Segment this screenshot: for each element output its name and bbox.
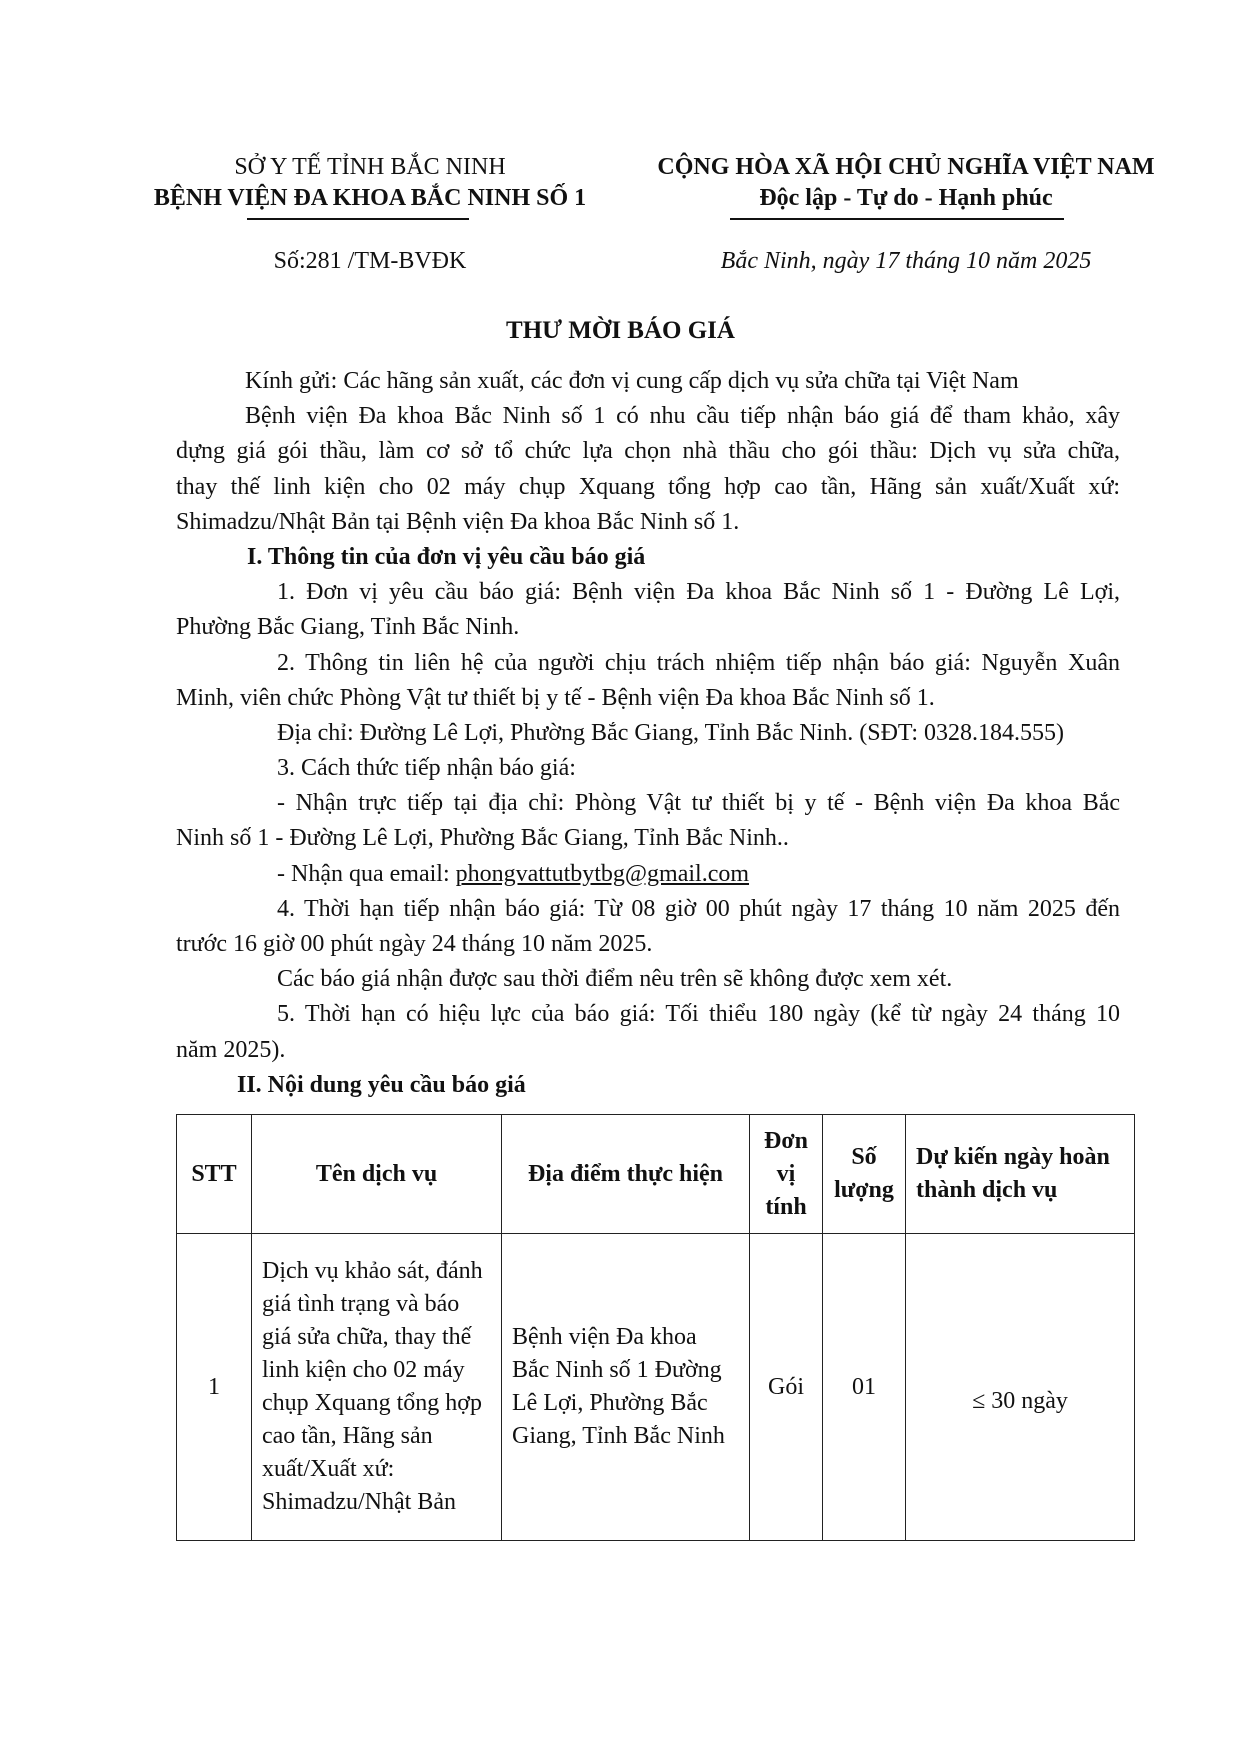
body-line [176, 857, 1120, 892]
body-line [176, 399, 1120, 434]
col-service-name: Tên dịch vụ [252, 1115, 502, 1234]
cell-stt: 1 [177, 1234, 252, 1541]
line-text: Phường Bắc Giang, Tỉnh Bắc Ninh. [176, 614, 520, 641]
letter-body [176, 364, 1120, 1103]
header-right-rule [730, 218, 1064, 220]
body-line [176, 786, 1120, 821]
line-text: Bệnh viện Đa khoa Bắc Ninh số 1 có nhu cầu tiếp nhận báo giá để tham khảo, xây [245, 403, 1120, 430]
body-line [176, 434, 1120, 469]
line-text: Địa chỉ: Đường Lê Lợi, Phường Bắc Giang, Tỉnh Bắc Ninh. (SĐT: 0328.184.555) [277, 719, 1065, 746]
hospital-name: BỆNH VIỆN ĐA KHOA BẮC NINH SỐ 1 [153, 185, 587, 211]
cell-service-name: Dịch vụ khảo sát, đánh giá tình trạng và báo giá sửa chữa, thay thế linh kiện cho 02 máy chụp Xquang tổng hợp cao tần, Hãng sản xuất/Xuất xứ: Shimadzu/Nhật Bản [252, 1234, 502, 1541]
line-text: Shimadzu/Nhật Bản tại Bệnh viện Đa khoa Bắc Ninh số 1. [176, 508, 740, 535]
body-line [176, 821, 1120, 856]
line-text: trước 16 giờ 00 phút ngày 24 tháng 10 năm 2025. [176, 931, 653, 957]
document-number: Số:281 /TM-BVĐK [273, 248, 467, 274]
col-stt: STT [177, 1115, 252, 1234]
body-line [176, 892, 1120, 927]
section-heading [176, 1068, 1120, 1103]
body-line [176, 997, 1120, 1032]
line-text: Kính gửi: Các hãng sản xuất, các đơn vị cung cấp dịch vụ sửa chữa tại Việt Nam [245, 368, 1019, 394]
line-text: 5. Thời hạn có hiệu lực của báo giá: Tối thiểu 180 ngày (kể từ ngày 24 tháng 10 [277, 1001, 1120, 1028]
body-line [176, 681, 1120, 716]
cell-quantity: 01 [823, 1234, 906, 1541]
col-unit: Đơn vị tính [750, 1115, 823, 1234]
cell-unit: Gói [750, 1234, 823, 1541]
body-line [176, 364, 1120, 399]
line-text: 3. Cách thức tiếp nhận báo giá: [277, 755, 576, 782]
body-line [176, 505, 1120, 540]
line-text: - Nhận trực tiếp tại địa chỉ: Phòng Vật tư thiết bị y tế - Bệnh viện Đa khoa Bắc [277, 790, 1120, 817]
body-line [176, 716, 1120, 751]
service-table [176, 1114, 1135, 1541]
body-line [176, 575, 1120, 610]
line-text: 4. Thời hạn tiếp nhận báo giá: Từ 08 giờ 00 phút ngày 17 tháng 10 năm 2025 đến [277, 895, 1120, 922]
body-line [176, 962, 1120, 997]
line-text: 2. Thông tin liên hệ của người chịu trách nhiệm tiếp nhận báo giá: Nguyễn Xuân [277, 649, 1120, 676]
body-line [176, 646, 1120, 681]
cell-location: Bệnh viện Đa khoa Bắc Ninh số 1 Đường Lê Lợi, Phường Bắc Giang, Tỉnh Bắc Ninh [502, 1234, 750, 1541]
line-text: thay thế linh kiện cho 02 máy chụp Xquang tổng hợp cao tần, Hãng sản xuất/Xuất xứ: [176, 473, 1120, 500]
email-link[interactable]: phongvattutbytbg@gmail.com [455, 860, 750, 887]
body-line [176, 1033, 1120, 1068]
col-completion: Dự kiến ngày hoàn thành dịch vụ [906, 1115, 1135, 1234]
line-text: Minh, viên chức Phòng Vật tư thiết bị y tế - Bệnh viện Đa khoa Bắc Ninh số 1. [176, 684, 935, 711]
body-line [176, 610, 1120, 645]
department-name: SỞ Y TẾ TỈNH BẮC NINH [234, 154, 506, 180]
col-quantity: Số lượng [823, 1115, 906, 1234]
col-location: Địa điểm thực hiện [502, 1115, 750, 1234]
body-line [176, 470, 1120, 505]
table-row [177, 1234, 1135, 1541]
line-text: dựng giá gói thầu, làm cơ sở tổ chức lựa chọn nhà thầu cho gói thầu: Dịch vụ sửa chữa, [176, 438, 1120, 465]
line-text: 1. Đơn vị yêu cầu báo giá: Bệnh viện Đa khoa Bắc Ninh số 1 - Đường Lê Lợi, [277, 579, 1120, 606]
cell-completion: ≤ 30 ngày [906, 1234, 1135, 1541]
national-title: CỘNG HÒA XÃ HỘI CHỦ NGHĨA VIỆT NAM [657, 154, 1155, 180]
line-text: Ninh số 1 - Đường Lê Lợi, Phường Bắc Giang, Tỉnh Bắc Ninh.. [176, 825, 789, 852]
body-line [176, 751, 1120, 786]
line-text: I. Thông tin của đơn vị yêu cầu báo giá [247, 543, 646, 570]
section-heading [176, 540, 1120, 575]
body-line [176, 927, 1120, 962]
line-text: II. Nội dung yêu cầu báo giá [237, 1071, 526, 1098]
table-header-row [177, 1115, 1135, 1234]
document-title: THƯ MỜI BÁO GIÁ [506, 317, 735, 344]
line-text: Các báo giá nhận được sau thời điểm nêu trên sẽ không được xem xét. [277, 966, 953, 993]
header-left-rule [247, 218, 469, 220]
national-motto: Độc lập - Tự do - Hạnh phúc [759, 185, 1053, 211]
line-text: - Nhận qua email: [277, 860, 456, 887]
line-text: năm 2025). [176, 1036, 286, 1063]
place-date: Bắc Ninh, ngày 17 tháng 10 năm 2025 [720, 248, 1092, 274]
